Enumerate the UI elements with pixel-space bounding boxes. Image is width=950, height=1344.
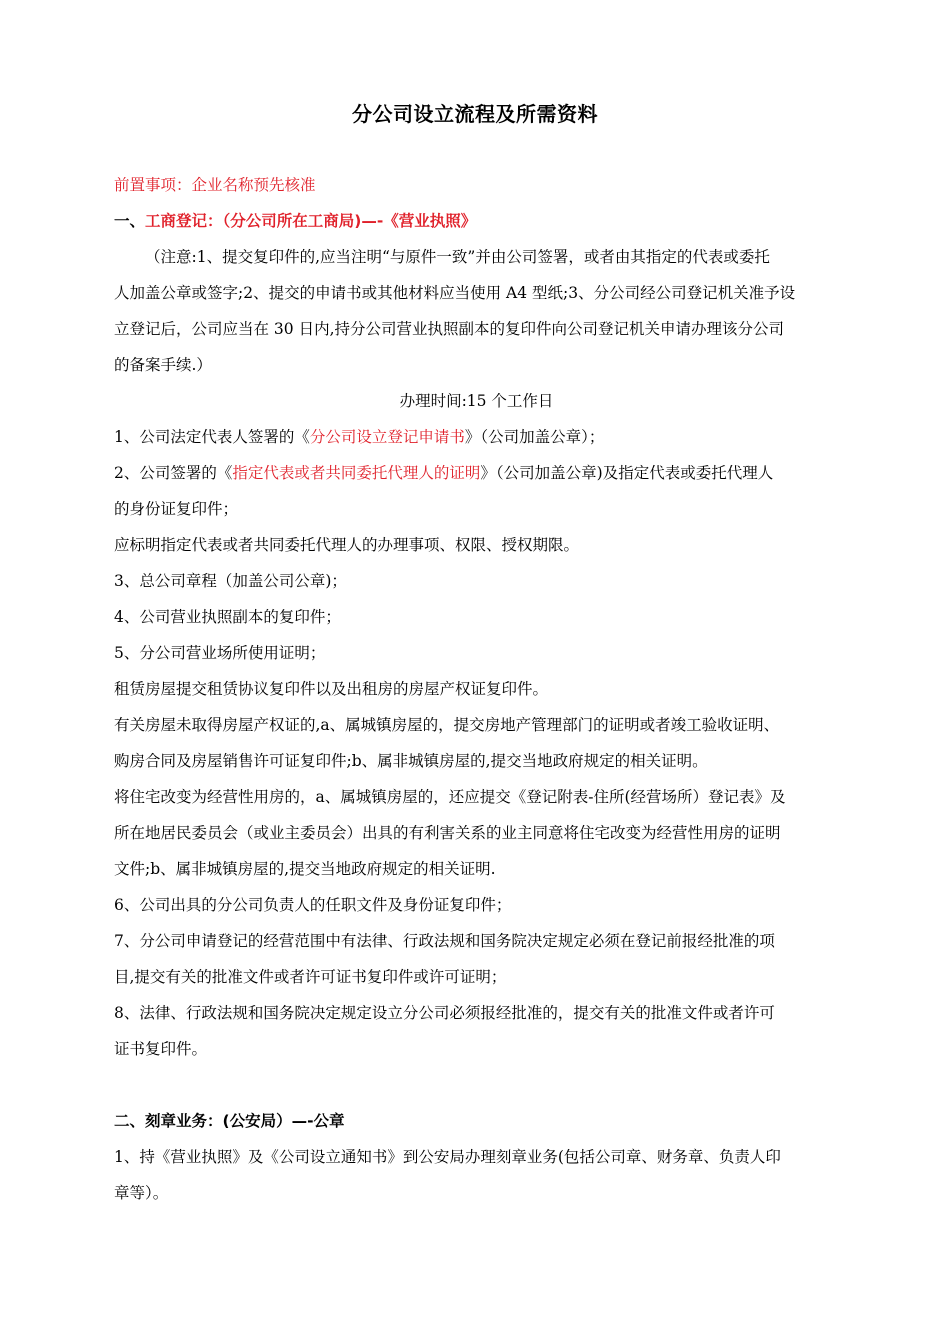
body-line: 目,提交有关的批准文件或者许可证书复印件或许可证明； (114, 968, 507, 986)
item-1-prefix: 1、公司法定代表人签署的《 (114, 428, 310, 446)
note-line: （注意:1、提交复印件的,应当注明“与原件一致”并由公司签署，或者由其指定的代表或委托 (145, 248, 770, 266)
body-line: 7、分公司申请登记的经营范围中有法律、行政法规和国务院决定规定必须在登记前报经批准的项 (114, 932, 775, 950)
processing-time: 办理时间:15 个工作日 (399, 392, 554, 410)
body-line: 8、法律、行政法规和国务院决定规定设立分公司必须报经批准的，提交有关的批准文件或者许可 (114, 1004, 775, 1022)
body-line: 有关房屋未取得房屋产权证的,a、属城镇房屋的，提交房地产管理部门的证明或者竣工验收证明、 (114, 716, 780, 734)
section-1-number: 一、 (114, 212, 146, 230)
body-line: 6、公司出具的分公司负责人的任职文件及身份证复印件； (114, 896, 512, 914)
body-line: 证书复印件。 (114, 1040, 208, 1058)
item-1-suffix: 》（公司加盖公章）； (464, 428, 605, 446)
note-line: 的备案手续.） (114, 356, 212, 374)
item-2-prefix: 2、公司签署的《 (114, 464, 233, 482)
body-line: 3、总公司章程（加盖公司公章)； (114, 572, 347, 590)
body-line: 应标明指定代表或者共同委托代理人的办理事项、权限、授权期限。 (114, 536, 580, 554)
section-2-heading: 二、刻章业务：(公安局）—-公章 (114, 1112, 345, 1130)
item-2 (114, 459, 839, 495)
document-title: 分公司设立流程及所需资料 (352, 102, 598, 126)
body-line: 将住宅改变为经营性用房的，a、属城镇房屋的，还应提交《登记附表-住所(经营场所）登记表》及 (114, 788, 786, 806)
body-line: 文件;b、属非城镇房屋的,提交当地政府规定的相关证明. (114, 860, 496, 878)
body-line: 购房合同及房屋销售许可证复印件;b、属非城镇房屋的,提交当地政府规定的相关证明。 (114, 752, 708, 770)
item-2-suffix: 》（公司加盖公章)及指定代表或委托代理人 (480, 464, 774, 482)
body-line: 租赁房屋提交租赁协议复印件以及出租房的房屋产权证复印件。 (114, 680, 549, 698)
section-1-heading (114, 207, 839, 243)
note-line: 人加盖公章或签字;2、提交的申请书或其他材料应当使用 A4 型纸;3、分公司经公司登记机关准予设 (114, 284, 796, 302)
section-spacer (114, 1071, 839, 1107)
body-line: 所在地居民委员会（或业主委员会）出具的有利害关系的业主同意将住宅改变为经营性用房的证明 (114, 824, 781, 842)
body-line: 1、持《营业执照》及《公司设立通知书》到公安局办理刻章业务(包括公司章、财务章、负责人印 (114, 1148, 781, 1166)
document-body (114, 171, 839, 1215)
body-line: 5、分公司营业场所使用证明； (114, 644, 326, 662)
item-2-form-name: 指定代表或者共同委托代理人的证明 (232, 464, 481, 482)
section-1-title: 工商登记：（分公司所在工商局)—-《营业执照》 (145, 212, 477, 230)
item-1 (114, 423, 839, 459)
body-line: 章等）。 (114, 1184, 169, 1202)
body-line: 4、公司营业执照副本的复印件； (114, 608, 341, 626)
item-1-form-name: 分公司设立登记申请书 (309, 428, 465, 446)
note-line: 立登记后，公司应当在 30 日内,持分公司营业执照副本的复印件向公司登记机关申请办理该分公司 (114, 320, 785, 338)
prerequisite-line: 前置事项：企业名称预先核准 (114, 176, 316, 194)
body-line: 的身份证复印件； (114, 500, 239, 518)
